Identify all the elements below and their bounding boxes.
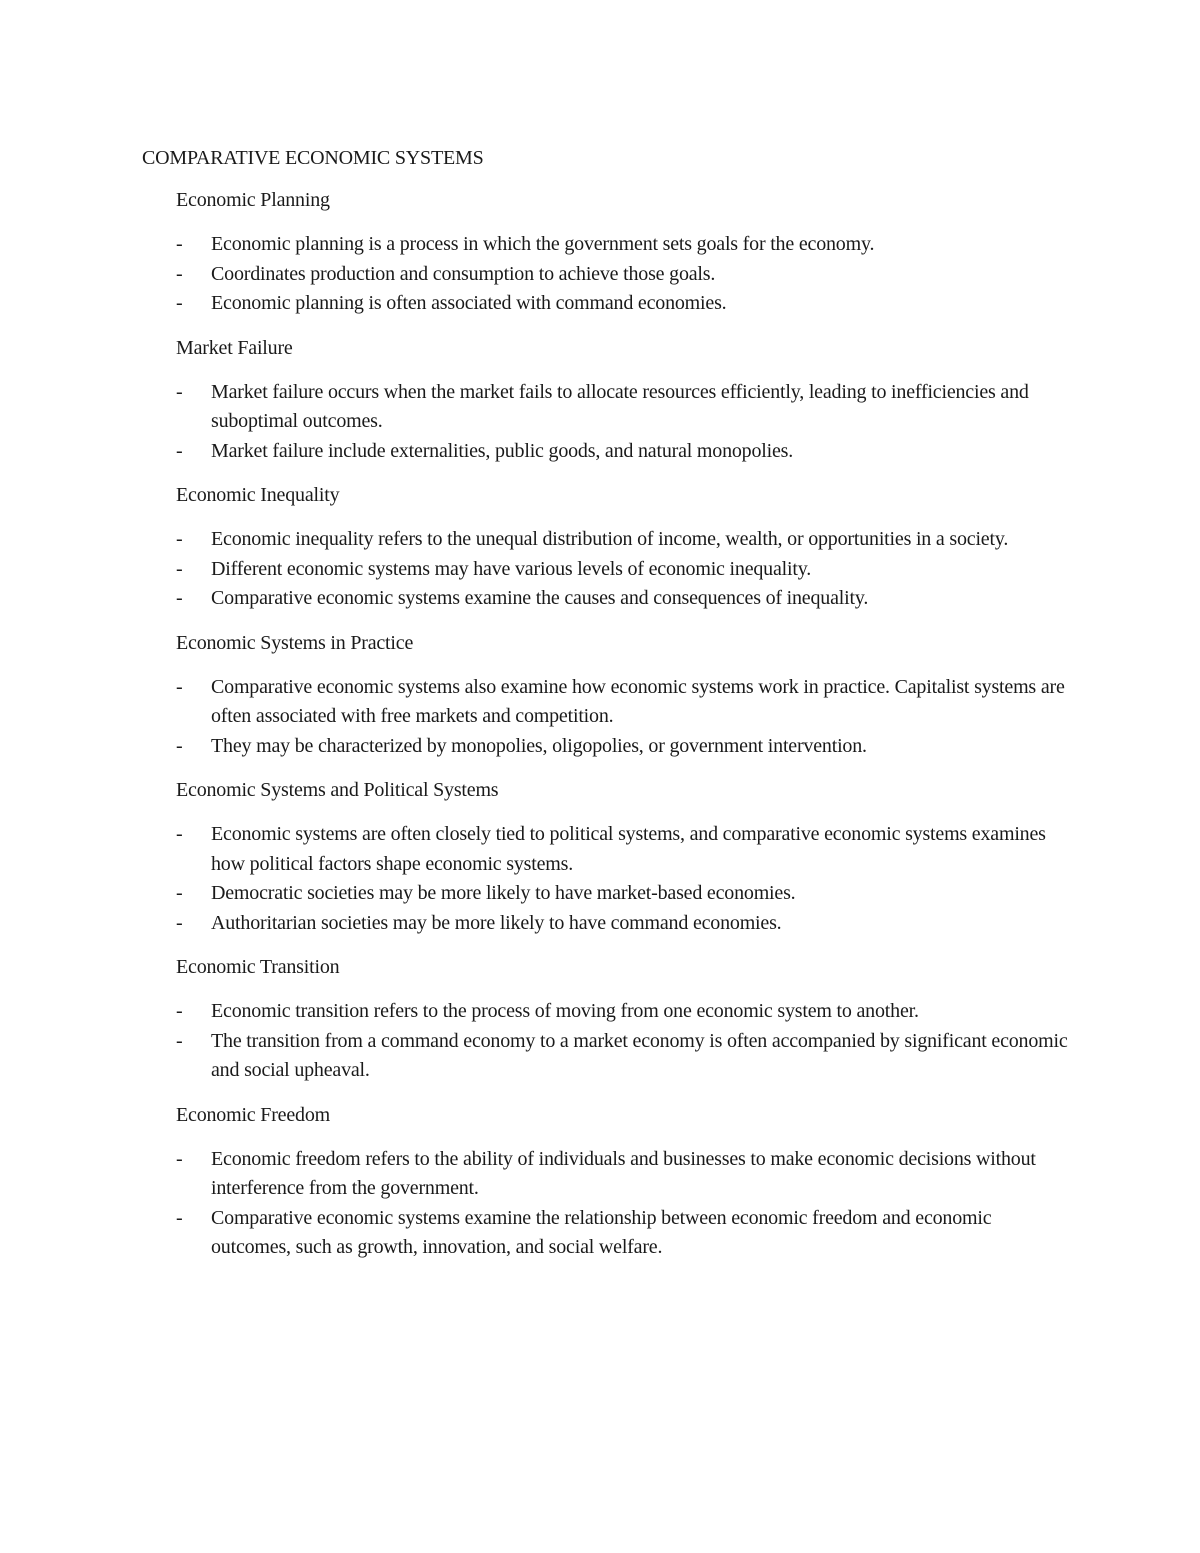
list-item <box>176 820 1076 879</box>
list-item-text: Democratic societies may be more likely to have market-based economies. <box>211 882 796 904</box>
bullet-list <box>176 525 1076 614</box>
bullet-marker: - <box>176 823 183 845</box>
section-heading: Economic Transition <box>176 956 340 978</box>
bullet-list <box>176 673 1076 762</box>
bullet-marker: - <box>176 439 183 462</box>
list-item <box>176 260 1076 290</box>
list-item-text: Economic freedom refers to the ability of individuals and businesses to make economic decisions without interference from the government. <box>211 1147 1036 1199</box>
list-item-text: Economic systems are often closely tied to political systems, and comparative economic systems examines how political factors shape economic systems. <box>211 823 1046 875</box>
bullet-list <box>176 378 1076 467</box>
list-item-text: Authoritarian societies may be more likely to have command economies. <box>211 911 782 934</box>
list-item <box>176 1027 1076 1086</box>
bullet-marker: - <box>176 1147 183 1170</box>
list-item <box>176 230 1076 260</box>
list-item <box>176 378 1076 437</box>
list-item-text: Economic inequality refers to the unequal distribution of income, wealth, or opportunities in a society. <box>211 528 1009 550</box>
section <box>176 628 1076 762</box>
list-item-text: Market failure occurs when the market fails to allocate resources efficiently, leading to inefficiencies and suboptimal outcomes. <box>211 380 1029 432</box>
list-item <box>176 732 1076 762</box>
list-item-text: Economic planning is a process in which the government sets goals for the economy. <box>211 233 875 255</box>
bullet-marker: - <box>176 911 183 934</box>
section <box>176 333 1076 467</box>
bullet-marker: - <box>176 380 183 403</box>
list-item <box>176 525 1076 555</box>
bullet-list <box>176 230 1076 319</box>
list-item <box>176 1204 1076 1263</box>
list-item-text: Market failure include externalities, public goods, and natural monopolies. <box>211 439 794 462</box>
list-item-text: Comparative economic systems examine the causes and consequences of inequality. <box>211 587 869 609</box>
bullet-marker: - <box>176 528 183 550</box>
section-heading: Economic Systems and Political Systems <box>176 779 499 801</box>
section-heading: Economic Inequality <box>176 484 340 506</box>
bullet-marker: - <box>176 1000 183 1022</box>
list-item-text: Economic planning is often associated with command economies. <box>211 292 727 314</box>
section-heading: Economic Planning <box>176 189 330 211</box>
bullet-marker: - <box>176 587 183 609</box>
list-item-text: Comparative economic systems examine the relationship between economic freedom and economic outcomes, such as growth, innovation, and social welfare. <box>211 1206 992 1258</box>
section <box>176 952 1076 1086</box>
document-title: COMPARATIVE ECONOMIC SYSTEMS <box>142 147 484 169</box>
bullet-marker: - <box>176 675 183 698</box>
bullet-marker: - <box>176 1029 183 1052</box>
list-item <box>176 1145 1076 1204</box>
bullet-marker: - <box>176 233 183 255</box>
section-heading: Economic Systems in Practice <box>176 631 414 654</box>
document-body <box>176 185 1076 1277</box>
bullet-marker: - <box>176 292 183 314</box>
section-heading: Market Failure <box>176 336 293 359</box>
section <box>176 185 1076 319</box>
list-item <box>176 879 1076 909</box>
list-item-text: Economic transition refers to the process of moving from one economic system to another. <box>211 1000 919 1022</box>
bullet-marker: - <box>176 557 183 580</box>
section-heading: Economic Freedom <box>176 1103 330 1126</box>
list-item <box>176 555 1076 585</box>
bullet-marker: - <box>176 262 183 285</box>
bullet-marker: - <box>176 882 183 904</box>
list-item-text: Comparative economic systems also examine how economic systems work in practice. Capitalist systems are often associated with free markets and competition. <box>211 675 1065 727</box>
bullet-list <box>176 1145 1076 1263</box>
section <box>176 480 1076 614</box>
bullet-list <box>176 997 1076 1086</box>
section <box>176 775 1076 938</box>
section <box>176 1100 1076 1263</box>
list-item <box>176 673 1076 732</box>
list-item <box>176 997 1076 1027</box>
list-item <box>176 584 1076 614</box>
bullet-list <box>176 820 1076 938</box>
list-item-text: The transition from a command economy to a market economy is often accompanied by significant economic and social upheaval. <box>211 1029 1068 1081</box>
list-item-text: Coordinates production and consumption to achieve those goals. <box>211 262 716 285</box>
bullet-marker: - <box>176 1206 183 1229</box>
list-item <box>176 437 1076 467</box>
bullet-marker: - <box>176 734 183 757</box>
list-item-text: Different economic systems may have various levels of economic inequality. <box>211 557 812 580</box>
list-item <box>176 289 1076 319</box>
list-item-text: They may be characterized by monopolies, oligopolies, or government intervention. <box>211 734 867 757</box>
list-item <box>176 909 1076 939</box>
